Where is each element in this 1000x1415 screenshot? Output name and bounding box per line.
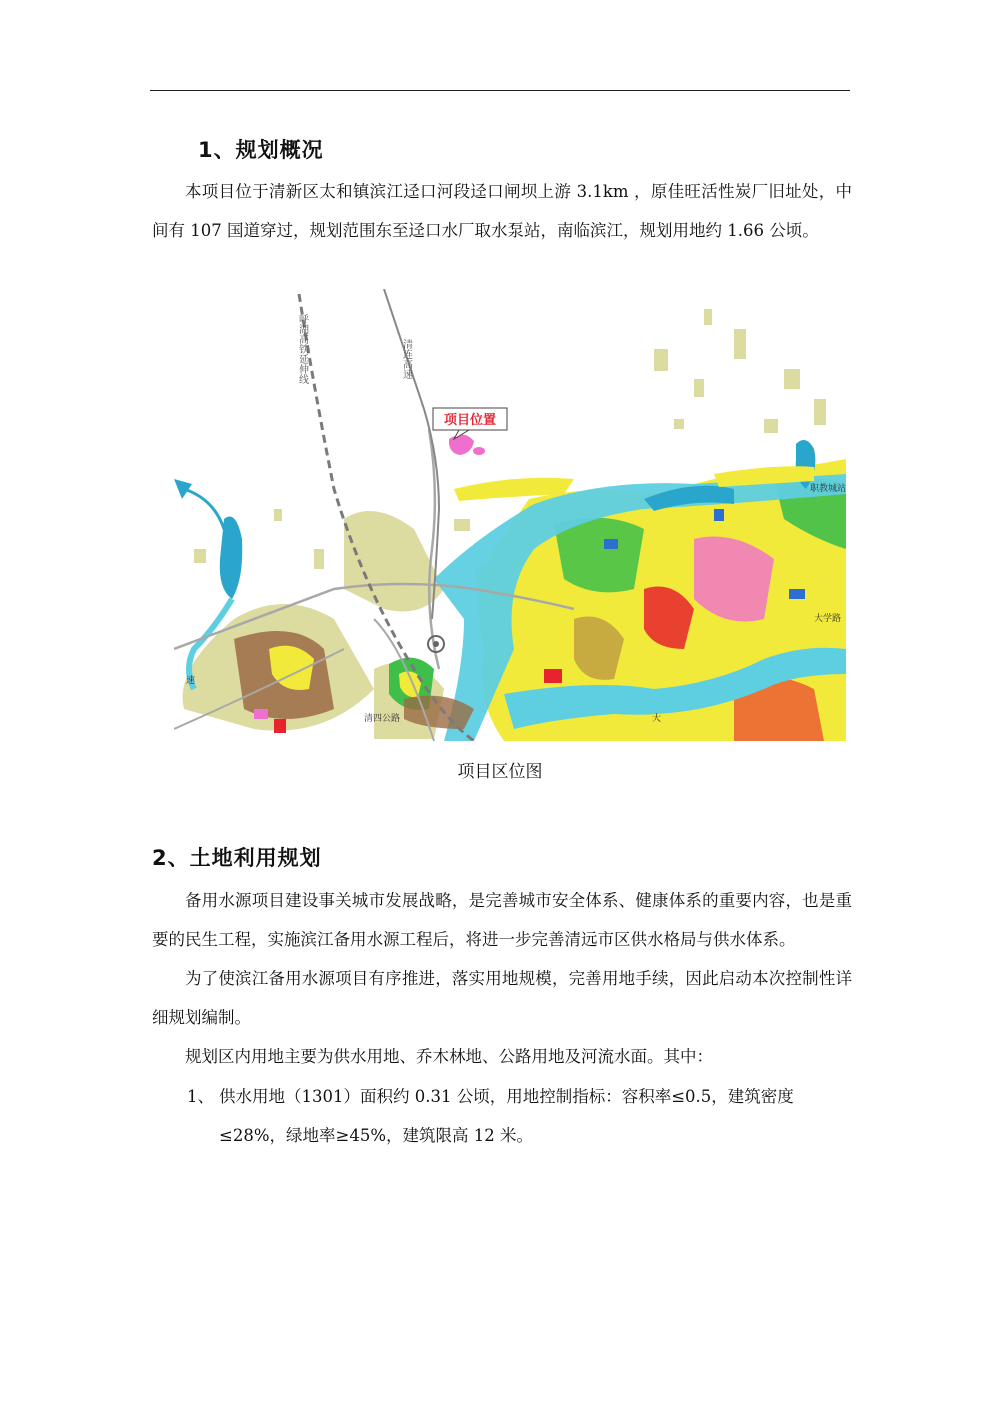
expressway-label: 清连高速 [400,339,412,379]
list-item-text: 供水用地（1301）面积约 0.31 公顷，用地控制指标：容积率≤0.5，建筑密度≤28%，绿地率≥45%，建筑限高 12 米。 [219,1087,794,1145]
edge-label-bottom: 大 [652,714,662,724]
section-1-heading: 1、规划概况 [198,138,324,162]
station-label: 职教城站 [810,484,846,494]
list-item-number: 1、 [187,1087,214,1106]
svg-text:项目位置: 项目位置 [443,413,497,428]
railway-label: 呼湖高铁延伸线 [296,314,308,384]
section-2-paragraph-1: 备用水源项目建设事关城市发展战略，是完善城市安全体系、健康体系的重要内容，也是重要的民生工程，实施滨江备用水源工程后，将进一步完善清远市区供水格局与供水体系。 [152,891,852,949]
section-2-paragraph-3: 规划区内用地主要为供水用地、乔木林地、公路用地及河流水面。其中： [185,1047,713,1066]
header-rule [150,90,850,91]
section-2-heading: 2、土地利用规划 [152,846,322,870]
section-1-paragraph: 本项目位于清新区太和镇滨江迳口河段迳口闸坝上游 3.1km ，原佳旺活性炭厂旧址处，中间有 107 国道穿过，规划范围东至迳口水厂取水泵站，南临滨江，规划用地约 1.66 公顷。 [152,182,852,240]
edge-label-left: 速 [186,676,196,686]
qingsi-road-label: 清四公路 [364,714,401,724]
daxue-road-label: 大学路 [814,614,842,624]
map-caption: 项目区位图 [457,762,543,782]
section-2-paragraph-2: 为了使滨江备用水源项目有序推进，落实用地规模，完善用地手续，因此启动本次控制性详细规划编制。 [152,969,852,1027]
location-map [174,289,846,741]
list-item [187,1077,852,1155]
